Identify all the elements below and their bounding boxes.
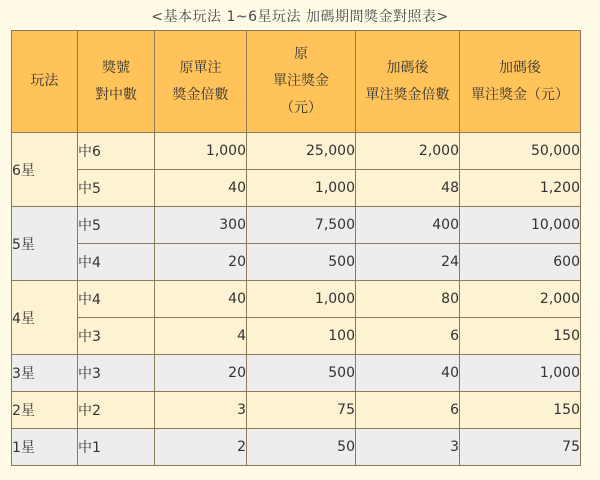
play-type-cell: 6星 <box>12 133 78 207</box>
table-row <box>12 207 581 244</box>
match-count-cell: 中1 <box>78 429 155 466</box>
play-type-cell: 1星 <box>12 429 78 466</box>
orig-mult-cell: 40 <box>155 281 247 318</box>
table-row <box>12 244 581 281</box>
new-mult-cell: 3 <box>356 429 460 466</box>
new-mult-cell: 6 <box>356 392 460 429</box>
orig-mult-cell: 2 <box>155 429 247 466</box>
header-orig-mult: 原單注 獎金倍數 <box>155 31 247 133</box>
table-row <box>12 170 581 207</box>
new-prize-cell: 10,000 <box>460 207 581 244</box>
match-count-cell: 中5 <box>78 170 155 207</box>
orig-prize-cell: 500 <box>247 355 356 392</box>
match-count-cell: 中3 <box>78 355 155 392</box>
table-row <box>12 133 581 170</box>
orig-prize-cell: 25,000 <box>247 133 356 170</box>
table-header <box>12 31 581 133</box>
table-body <box>12 133 581 466</box>
table-title: <基本玩法 1~6星玩法 加碼期間獎金對照表> <box>151 9 449 25</box>
new-prize-cell: 1,200 <box>460 170 581 207</box>
new-mult-cell: 40 <box>356 355 460 392</box>
play-type-cell: 5星 <box>12 207 78 281</box>
orig-prize-cell: 1,000 <box>247 170 356 207</box>
play-type-cell: 2星 <box>12 392 78 429</box>
orig-mult-cell: 4 <box>155 318 247 355</box>
table-row <box>12 429 581 466</box>
new-prize-cell: 150 <box>460 392 581 429</box>
match-count-cell: 中4 <box>78 244 155 281</box>
orig-prize-cell: 50 <box>247 429 356 466</box>
new-prize-cell: 75 <box>460 429 581 466</box>
new-prize-cell: 2,000 <box>460 281 581 318</box>
new-prize-cell: 150 <box>460 318 581 355</box>
play-type-cell: 3星 <box>12 355 78 392</box>
header-row <box>12 31 581 133</box>
prize-table <box>11 30 581 466</box>
header-orig-prize: 原 單注獎金 （元） <box>247 31 356 133</box>
orig-mult-cell: 300 <box>155 207 247 244</box>
play-type-cell: 4星 <box>12 281 78 355</box>
header-new-prize: 加碼後 單注獎金（元） <box>460 31 581 133</box>
table-row <box>12 281 581 318</box>
match-count-cell: 中3 <box>78 318 155 355</box>
orig-prize-cell: 500 <box>247 244 356 281</box>
new-prize-cell: 1,000 <box>460 355 581 392</box>
new-prize-cell: 600 <box>460 244 581 281</box>
orig-mult-cell: 20 <box>155 244 247 281</box>
table-row <box>12 355 581 392</box>
orig-prize-cell: 75 <box>247 392 356 429</box>
new-prize-cell: 50,000 <box>460 133 581 170</box>
new-mult-cell: 2,000 <box>356 133 460 170</box>
orig-prize-cell: 1,000 <box>247 281 356 318</box>
new-mult-cell: 400 <box>356 207 460 244</box>
header-play: 玩法 <box>12 31 78 133</box>
new-mult-cell: 48 <box>356 170 460 207</box>
header-new-mult: 加碼後 單注獎金倍數 <box>356 31 460 133</box>
match-count-cell: 中2 <box>78 392 155 429</box>
match-count-cell: 中6 <box>78 133 155 170</box>
new-mult-cell: 80 <box>356 281 460 318</box>
orig-mult-cell: 20 <box>155 355 247 392</box>
orig-prize-cell: 100 <box>247 318 356 355</box>
match-count-cell: 中5 <box>78 207 155 244</box>
new-mult-cell: 24 <box>356 244 460 281</box>
match-count-cell: 中4 <box>78 281 155 318</box>
orig-mult-cell: 1,000 <box>155 133 247 170</box>
orig-mult-cell: 40 <box>155 170 247 207</box>
table-row <box>12 392 581 429</box>
header-match: 獎號 對中數 <box>78 31 155 133</box>
orig-prize-cell: 7,500 <box>247 207 356 244</box>
new-mult-cell: 6 <box>356 318 460 355</box>
table-row <box>12 318 581 355</box>
orig-mult-cell: 3 <box>155 392 247 429</box>
